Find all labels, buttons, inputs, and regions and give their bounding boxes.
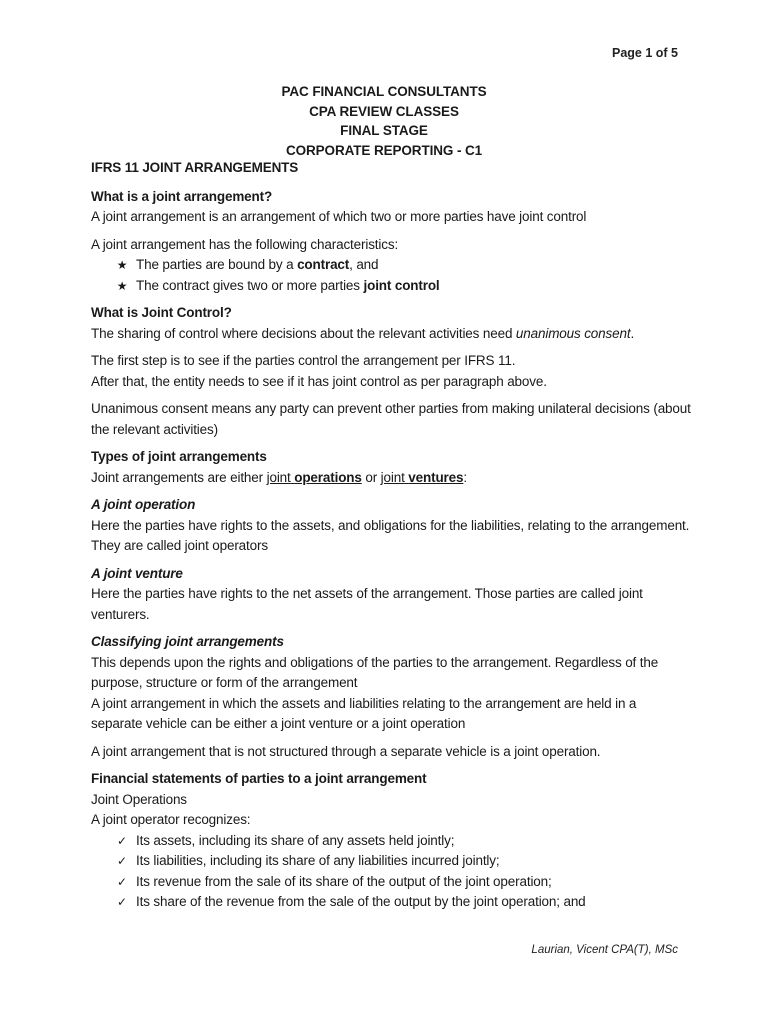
recognition-list [91,831,691,913]
section-heading-types: Types of joint arrangements [91,449,267,464]
section-heading-joint-arrangement: What is a joint arrangement? [91,188,273,204]
list-item: ✓ Its revenue from the sale of its share of the output of the joint operation; [91,872,691,893]
check-icon: ✓ [117,833,127,848]
section-heading-joint-operation: A joint operation [91,497,196,512]
star-bullet-icon: ★ [116,278,128,293]
paragraph: The first step is to see if the parties control the arrangement per IFRS 11. [91,353,516,368]
recognizes-intro: A joint operator recognizes: [91,812,251,827]
header-company: PAC FINANCIAL CONSULTANTS [281,84,487,99]
document-body [91,158,691,913]
joint-control-definition: The sharing of control where decisions about the relevant activities need unanimous consent. [91,325,635,341]
author-footer: Laurian, Vicent CPA(T), MSc [531,944,678,956]
header-subject: CORPORATE REPORTING - C1 [285,142,483,158]
star-bullet-icon: ★ [116,258,128,272]
joint-arrangement-definition: A joint arrangement is an arrangement of which two or more parties have joint control [91,209,587,224]
paragraph: Here the parties have rights to the net assets of the arrangement. Those parties are called joint venturers. [91,586,643,622]
list-item: ★ The parties are bound by a contract, and [91,255,691,276]
page-number: Page 1 of 5 [612,46,678,60]
check-icon: ✓ [117,854,127,868]
check-icon: ✓ [117,874,127,889]
characteristics-intro: A joint arrangement has the following characteristics: [91,236,399,252]
characteristics-list [91,255,691,296]
paragraph: A joint arrangement in which the assets and liabilities relating to the arrangement are held in a separate vehicle can be either a joint venture or a joint operation [91,695,637,731]
paragraph: Here the parties have rights to the assets, and obligations for the liabilities, relating to the arrangement. [91,517,690,533]
types-line: Joint arrangements are either joint operations or joint ventures: [91,469,467,485]
document-title: IFRS 11 JOINT ARRANGEMENTS [91,160,299,175]
paragraph: They are called joint operators [91,538,268,553]
document-header [0,82,768,160]
paragraph: A joint arrangement that is not structured through a separate vehicle is a joint operation. [91,743,601,759]
paragraph: This depends upon the rights and obligations of the parties to the arrangement. Regardless of the purpose, structure or form of the arrangement [91,654,659,690]
subheading-joint-operations: Joint Operations [91,791,187,807]
list-item: ✓ Its liabilities, including its share of any liabilities incurred jointly; [91,851,691,872]
paragraph: After that, the entity needs to see if it has joint control as per paragraph above. [91,373,547,389]
paragraph: Unanimous consent means any party can prevent other parties from making unilateral decisions (about the relevant activities) [91,401,691,437]
list-item: ★ The contract gives two or more parties joint control [91,276,691,297]
section-heading-classifying: Classifying joint arrangements [91,634,284,649]
header-program: CPA REVIEW CLASSES [309,103,459,119]
section-heading-joint-control: What is Joint Control? [91,305,232,320]
list-item: ✓ Its share of the revenue from the sale of the output by the joint operation; and [91,892,691,913]
section-heading-joint-venture: A joint venture [91,565,183,581]
header-stage: FINAL STAGE [340,123,428,138]
list-item: ✓ Its assets, including its share of any assets held jointly; [91,831,691,852]
section-heading-financial-statements: Financial statements of parties to a joint arrangement [91,771,427,786]
check-icon: ✓ [117,895,127,909]
